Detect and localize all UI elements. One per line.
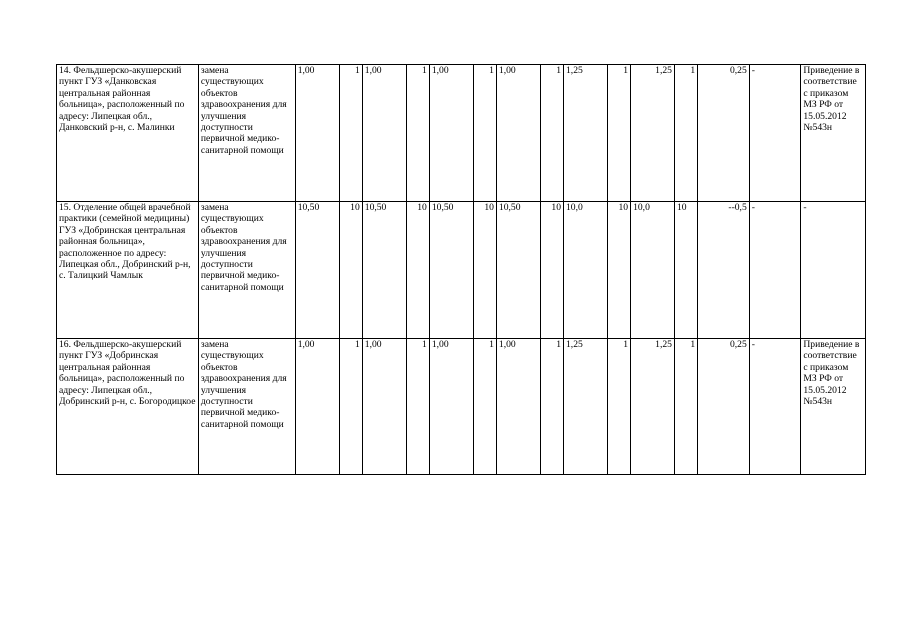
value-cell: 1,25 xyxy=(564,339,608,475)
value-cell: 1,25 xyxy=(631,339,675,475)
value-cell: 1,00 xyxy=(295,339,339,475)
count-cell: 1 xyxy=(607,65,630,202)
value-cell: 10,0 xyxy=(564,202,608,339)
table-row xyxy=(57,202,866,339)
value-cell: 1,00 xyxy=(295,65,339,202)
difference-cell: 0,25 xyxy=(698,65,750,202)
value-cell: 10,50 xyxy=(429,202,473,339)
facility-name-cell: 14. Фельдшерско-акушерский пункт ГУЗ «Данковская центральная районная больница», расположенный по адресу: Липецкая обл., Данковский р-н, с. Малинки xyxy=(57,65,199,202)
value-cell: 1,00 xyxy=(496,339,540,475)
count-cell: 10 xyxy=(674,202,697,339)
table-row xyxy=(57,339,866,475)
value-cell: 10,50 xyxy=(496,202,540,339)
value-cell: 1,00 xyxy=(496,65,540,202)
staffing-table xyxy=(56,64,866,475)
count-cell: 1 xyxy=(406,339,429,475)
count-cell: 10 xyxy=(473,202,496,339)
value-cell: 10,50 xyxy=(362,202,406,339)
basis-cell: замена существующих объектов здравоохранения для улучшения доступности первичной медико-санитарной помощи xyxy=(198,65,295,202)
value-cell: 1,00 xyxy=(429,339,473,475)
count-cell: 10 xyxy=(406,202,429,339)
value-cell: 10,50 xyxy=(295,202,339,339)
count-cell: 10 xyxy=(540,202,563,339)
count-cell: 1 xyxy=(339,339,362,475)
value-cell: 1,00 xyxy=(429,65,473,202)
note-cell: - xyxy=(801,202,866,339)
facility-name-cell: 16. Фельдшерско-акушерский пункт ГУЗ «Добринская центральная районная больница», расположенный по адресу: Липецкая обл., Добринский р-н, с. Богородицкое xyxy=(57,339,199,475)
count-cell: 1 xyxy=(339,65,362,202)
count-cell: 1 xyxy=(674,65,697,202)
dash-cell: - xyxy=(749,65,801,202)
basis-cell: замена существующих объектов здравоохранения для улучшения доступности первичной медико-санитарной помощи xyxy=(198,339,295,475)
table-row xyxy=(57,65,866,202)
value-cell: 10,0 xyxy=(631,202,675,339)
value-cell: 1,00 xyxy=(362,65,406,202)
value-cell: 1,25 xyxy=(631,65,675,202)
difference-cell: --0,5 xyxy=(698,202,750,339)
count-cell: 1 xyxy=(540,339,563,475)
count-cell: 1 xyxy=(473,339,496,475)
count-cell: 10 xyxy=(607,202,630,339)
count-cell: 1 xyxy=(607,339,630,475)
dash-cell: - xyxy=(749,202,801,339)
facility-name-cell: 15. Отделение общей врачебной практики (семейной медицины) ГУЗ «Добринская центральная районная больница», расположенное по адресу: Липецкая обл., Добринский р-н, с. Талицкий Чамлык xyxy=(57,202,199,339)
note-cell: Приведение в соответствие с приказом МЗ РФ от 15.05.2012 №543н xyxy=(801,65,866,202)
count-cell: 1 xyxy=(674,339,697,475)
value-cell: 1,00 xyxy=(362,339,406,475)
count-cell: 1 xyxy=(540,65,563,202)
note-cell: Приведение в соответствие с приказом МЗ РФ от 15.05.2012 №543н xyxy=(801,339,866,475)
difference-cell: 0,25 xyxy=(698,339,750,475)
value-cell: 1,25 xyxy=(564,65,608,202)
basis-cell: замена существующих объектов здравоохранения для улучшения доступности первичной медико-санитарной помощи xyxy=(198,202,295,339)
count-cell: 10 xyxy=(339,202,362,339)
dash-cell: - xyxy=(749,339,801,475)
count-cell: 1 xyxy=(406,65,429,202)
count-cell: 1 xyxy=(473,65,496,202)
